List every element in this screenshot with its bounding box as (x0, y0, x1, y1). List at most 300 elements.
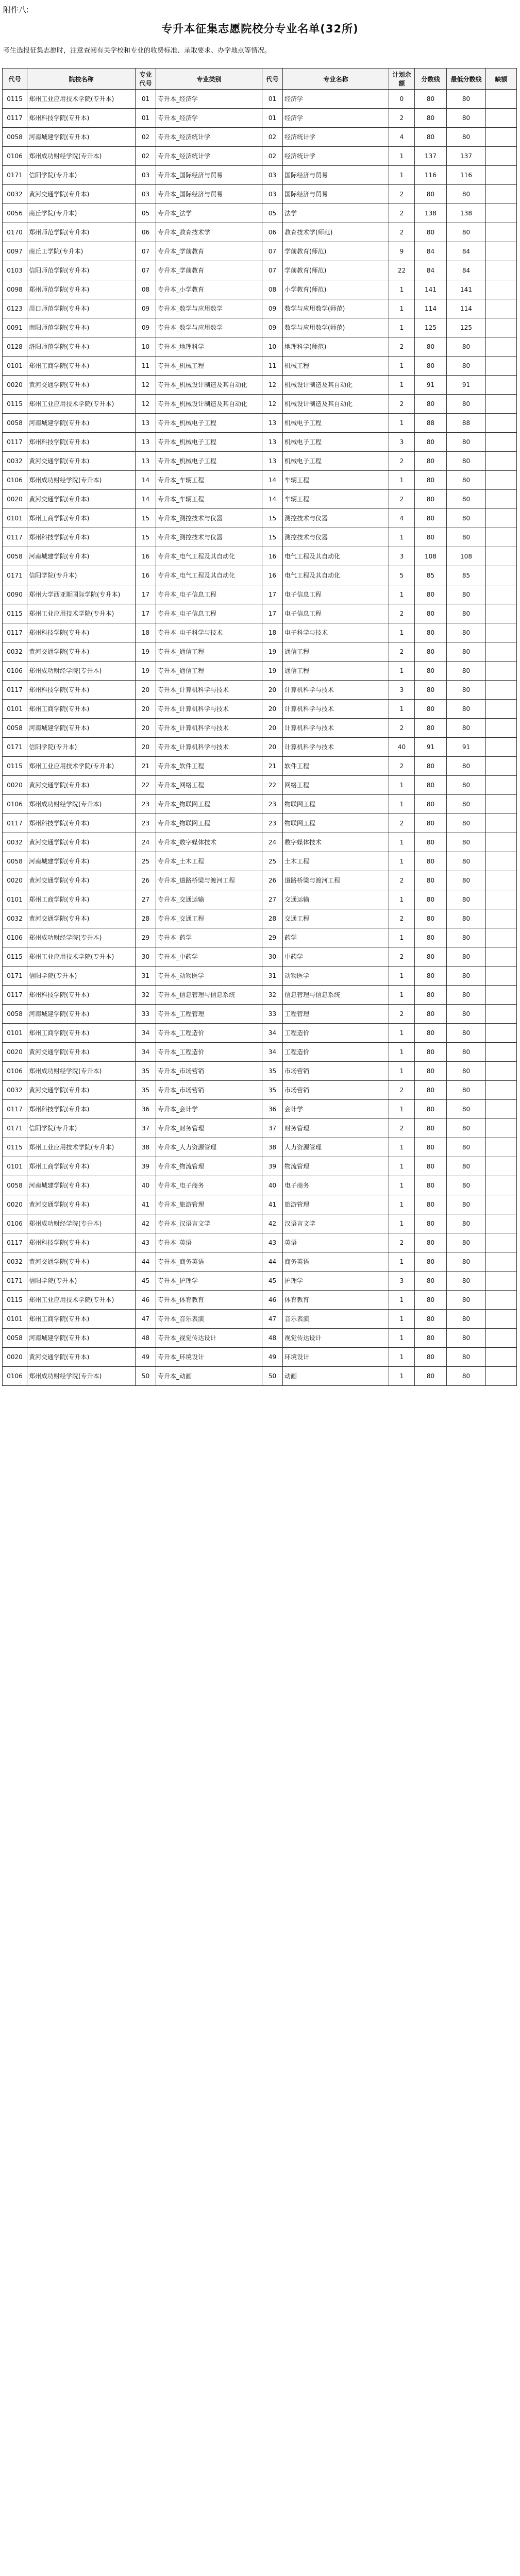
table-cell: 河南城建学院(专升本) (27, 128, 136, 147)
table-cell: 0032 (3, 452, 27, 471)
table-cell: 80 (415, 871, 447, 890)
table-cell: 物联网工程 (283, 795, 389, 814)
table-row (3, 185, 517, 204)
table-cell: 80 (447, 871, 486, 890)
table-cell: 1 (389, 795, 415, 814)
table-cell: 郑州成功财经学院(专升本) (27, 1367, 136, 1386)
table-row (3, 642, 517, 662)
table-row (3, 433, 517, 452)
table-row (3, 662, 517, 681)
table-cell: 80 (447, 795, 486, 814)
column-header: 最低分数线 (447, 69, 486, 90)
table-cell: 114 (447, 299, 486, 318)
table-cell: 专升本_工程造价 (156, 1043, 262, 1062)
table-cell: 3 (389, 1272, 415, 1291)
table-cell: 41 (262, 1195, 283, 1214)
table-cell: 数字媒体技术 (283, 833, 389, 852)
table-cell: 市场营销 (283, 1081, 389, 1100)
table-cell: 0117 (3, 433, 27, 452)
table-cell: 85 (415, 566, 447, 585)
table-row (3, 871, 517, 890)
table-cell: 2 (389, 814, 415, 833)
table-cell: 80 (447, 1119, 486, 1138)
table-cell: 50 (136, 1367, 156, 1386)
table-cell: 23 (136, 795, 156, 814)
table-cell: 80 (415, 986, 447, 1005)
table-cell: 郑州大学西亚斯国际学院(专升本) (27, 585, 136, 604)
table-cell: 小学教育(师范) (283, 280, 389, 299)
table-cell: 专升本_经济统计学 (156, 147, 262, 166)
table-cell: 80 (415, 1043, 447, 1062)
table-row (3, 566, 517, 585)
table-cell: 0117 (3, 986, 27, 1005)
table-cell: 计算机科学与技术 (283, 700, 389, 719)
table-cell (486, 986, 517, 1005)
table-cell: 80 (447, 833, 486, 852)
table-row (3, 1043, 517, 1062)
table-cell: 通信工程 (283, 642, 389, 662)
table-cell (486, 1157, 517, 1176)
table-cell: 物流管理 (283, 1157, 389, 1176)
table-cell: 0115 (3, 604, 27, 623)
table-cell (486, 1348, 517, 1367)
table-cell: 0058 (3, 414, 27, 433)
table-cell: 黄河交通学院(专升本) (27, 871, 136, 890)
table-cell: 0123 (3, 299, 27, 318)
table-cell: 黄河交通学院(专升本) (27, 1081, 136, 1100)
table-cell: 黄河交通学院(专升本) (27, 185, 136, 204)
table-cell (486, 1367, 517, 1386)
table-cell: 郑州科技学院(专升本) (27, 433, 136, 452)
table-cell: 07 (136, 242, 156, 261)
table-cell: 机械电子工程 (283, 433, 389, 452)
table-row (3, 986, 517, 1005)
table-cell: 80 (447, 1100, 486, 1119)
table-cell: 10 (262, 337, 283, 357)
table-cell: 47 (136, 1310, 156, 1329)
table-cell: 02 (136, 147, 156, 166)
table-row (3, 604, 517, 623)
table-cell: 17 (136, 604, 156, 623)
table-cell (486, 928, 517, 947)
table-cell: 80 (447, 681, 486, 700)
table-cell: 47 (262, 1310, 283, 1329)
table-cell: 15 (262, 509, 283, 528)
table-cell: 18 (262, 623, 283, 642)
table-cell: 07 (262, 242, 283, 261)
table-cell: 09 (262, 299, 283, 318)
table-cell: 专升本_英语 (156, 1233, 262, 1252)
table-cell: 1 (389, 833, 415, 852)
table-cell: 0020 (3, 376, 27, 395)
table-row (3, 928, 517, 947)
table-cell: 125 (447, 318, 486, 337)
table-cell: 0115 (3, 395, 27, 414)
table-cell: 1 (389, 318, 415, 337)
table-cell: 郑州工商学院(专升本) (27, 700, 136, 719)
table-cell: 13 (262, 452, 283, 471)
table-cell: 郑州成功财经学院(专升本) (27, 1062, 136, 1081)
table-cell: 14 (262, 471, 283, 490)
table-cell (486, 967, 517, 986)
table-cell: 网络工程 (283, 776, 389, 795)
table-cell: 0058 (3, 547, 27, 566)
table-cell: 138 (415, 204, 447, 223)
table-cell: 80 (415, 928, 447, 947)
table-cell: 专升本_数学与应用数学 (156, 299, 262, 318)
table-cell: 0171 (3, 166, 27, 185)
table-cell (486, 871, 517, 890)
table-cell: 14 (262, 490, 283, 509)
table-cell: 05 (262, 204, 283, 223)
table-cell: 专升本_机械设计制造及其自动化 (156, 376, 262, 395)
table-cell: 0058 (3, 1329, 27, 1348)
table-cell: 0117 (3, 109, 27, 128)
table-cell: 80 (447, 1348, 486, 1367)
table-cell: 80 (415, 337, 447, 357)
table-cell: 85 (447, 566, 486, 585)
table-row (3, 509, 517, 528)
table-cell: 0106 (3, 471, 27, 490)
table-cell: 01 (262, 109, 283, 128)
table-cell: 专升本_道路桥梁与渡河工程 (156, 871, 262, 890)
table-cell: 1 (389, 1367, 415, 1386)
table-cell: 0020 (3, 490, 27, 509)
table-cell (486, 1310, 517, 1329)
table-cell: 1 (389, 852, 415, 871)
table-cell: 2 (389, 1233, 415, 1252)
table-cell: 专升本_市场营销 (156, 1062, 262, 1081)
table-cell: 34 (136, 1024, 156, 1043)
table-cell: 0032 (3, 909, 27, 928)
table-cell: 2 (389, 1081, 415, 1100)
table-cell: 0106 (3, 795, 27, 814)
table-cell: 国际经济与贸易 (283, 185, 389, 204)
table-cell: 02 (262, 147, 283, 166)
table-cell: 34 (136, 1043, 156, 1062)
table-cell: 1 (389, 1157, 415, 1176)
table-cell: 0171 (3, 1272, 27, 1291)
table-cell: 14 (136, 490, 156, 509)
table-cell: 专升本_数字媒体技术 (156, 833, 262, 852)
table-row (3, 852, 517, 871)
table-cell: 郑州工商学院(专升本) (27, 1310, 136, 1329)
table-cell: 80 (447, 1310, 486, 1329)
table-cell: 专升本_机械设计制造及其自动化 (156, 395, 262, 414)
table-cell: 84 (447, 261, 486, 280)
table-cell: 10 (136, 337, 156, 357)
table-cell: 商务英语 (283, 1252, 389, 1272)
table-cell (486, 1214, 517, 1233)
table-cell (486, 909, 517, 928)
table-row (3, 261, 517, 280)
table-cell: 80 (447, 1291, 486, 1310)
table-cell: 20 (262, 681, 283, 700)
table-cell: 0115 (3, 1291, 27, 1310)
table-cell: 16 (262, 547, 283, 566)
table-cell: 专升本_中药学 (156, 947, 262, 967)
table-cell: 09 (136, 299, 156, 318)
table-cell: 80 (447, 604, 486, 623)
header-row (3, 69, 517, 90)
table-cell: 3 (389, 433, 415, 452)
table-cell: 80 (447, 395, 486, 414)
table-cell: 体育教育 (283, 1291, 389, 1310)
table-cell: 信阳学院(专升本) (27, 566, 136, 585)
table-cell: 16 (136, 566, 156, 585)
table-row (3, 623, 517, 642)
instruction-note: 考生选报征集志愿时，注意查阅有关学校和专业的收费标准、录取要求、办学地点等情况。 (3, 47, 272, 55)
table-row (3, 128, 517, 147)
table-cell: 汉语言文学 (283, 1214, 389, 1233)
table-cell: 80 (415, 1081, 447, 1100)
table-cell (486, 109, 517, 128)
table-cell: 34 (262, 1043, 283, 1062)
table-cell: 39 (136, 1157, 156, 1176)
table-cell: 23 (262, 814, 283, 833)
table-row (3, 1119, 517, 1138)
table-row (3, 490, 517, 509)
table-cell: 80 (415, 947, 447, 967)
table-cell: 80 (415, 700, 447, 719)
table-cell: 郑州工商学院(专升本) (27, 1024, 136, 1043)
table-cell: 信阳学院(专升本) (27, 1119, 136, 1138)
table-cell: 土木工程 (283, 852, 389, 871)
table-cell: 19 (136, 642, 156, 662)
table-cell (486, 128, 517, 147)
table-row (3, 795, 517, 814)
table-cell: 计算机科学与技术 (283, 719, 389, 738)
table-cell: 工程管理 (283, 1005, 389, 1024)
table-cell: 计算机科学与技术 (283, 738, 389, 757)
table-cell: 80 (447, 1367, 486, 1386)
table-cell: 06 (262, 223, 283, 242)
table-cell: 4 (389, 509, 415, 528)
table-cell: 1 (389, 700, 415, 719)
table-cell: 郑州工业应用技术学院(专升本) (27, 395, 136, 414)
table-cell: 1 (389, 166, 415, 185)
table-cell: 0101 (3, 1024, 27, 1043)
table-cell: 1 (389, 147, 415, 166)
table-cell: 专升本_机械工程 (156, 357, 262, 376)
table-cell: 专升本_物流管理 (156, 1157, 262, 1176)
table-cell: 1 (389, 928, 415, 947)
table-cell: 电子商务 (283, 1176, 389, 1195)
table-cell: 80 (415, 1348, 447, 1367)
table-cell: 09 (262, 318, 283, 337)
table-cell: 80 (447, 967, 486, 986)
table-cell (486, 318, 517, 337)
table-cell (486, 890, 517, 909)
table-cell: 49 (262, 1348, 283, 1367)
table-cell (486, 414, 517, 433)
table-cell: 80 (415, 1024, 447, 1043)
table-cell: 80 (447, 1157, 486, 1176)
table-cell: 80 (447, 128, 486, 147)
table-cell: 80 (415, 890, 447, 909)
table-cell: 0032 (3, 833, 27, 852)
table-cell: 20 (136, 738, 156, 757)
table-cell: 33 (136, 1005, 156, 1024)
table-cell: 28 (136, 909, 156, 928)
table-cell: 80 (415, 1214, 447, 1233)
table-cell: 专升本_汉语言文学 (156, 1214, 262, 1233)
table-cell: 郑州工业应用技术学院(专升本) (27, 1291, 136, 1310)
table-cell: 2 (389, 109, 415, 128)
table-cell: 郑州科技学院(专升本) (27, 109, 136, 128)
column-header: 专业代号 (136, 69, 156, 90)
table-row (3, 814, 517, 833)
table-cell: 专升本_药学 (156, 928, 262, 947)
table-row (3, 147, 517, 166)
table-cell: 郑州科技学院(专升本) (27, 986, 136, 1005)
table-cell: 80 (415, 509, 447, 528)
table-cell: 0115 (3, 1138, 27, 1157)
table-cell: 1 (389, 1024, 415, 1043)
table-cell: 经济学 (283, 109, 389, 128)
column-header: 计划余额 (389, 69, 415, 90)
table-cell: 专升本_法学 (156, 204, 262, 223)
table-cell: 洛阳师范学院(专升本) (27, 337, 136, 357)
table-cell: 80 (447, 585, 486, 604)
table-cell: 郑州工业应用技术学院(专升本) (27, 1138, 136, 1157)
table-cell: 专升本_信息管理与信息系统 (156, 986, 262, 1005)
table-cell: 35 (136, 1081, 156, 1100)
table-cell: 2 (389, 604, 415, 623)
table-cell: 2 (389, 1005, 415, 1024)
table-cell: 郑州科技学院(专升本) (27, 623, 136, 642)
table-cell: 20 (262, 719, 283, 738)
table-cell: 26 (262, 871, 283, 890)
table-cell: 0103 (3, 261, 27, 280)
table-cell: 80 (447, 509, 486, 528)
table-cell: 12 (136, 395, 156, 414)
table-cell: 46 (136, 1291, 156, 1310)
table-cell: 1 (389, 528, 415, 547)
table-cell: 1 (389, 376, 415, 395)
table-cell: 15 (262, 528, 283, 547)
table-cell: 43 (262, 1233, 283, 1252)
table-cell: 91 (447, 738, 486, 757)
table-cell: 专升本_人力资源管理 (156, 1138, 262, 1157)
table-cell: 40 (136, 1176, 156, 1195)
table-cell: 80 (415, 852, 447, 871)
table-cell: 32 (262, 986, 283, 1005)
table-cell: 80 (447, 1272, 486, 1291)
table-cell: 80 (447, 185, 486, 204)
table-cell: 专升本_软件工程 (156, 757, 262, 776)
table-cell: 80 (447, 814, 486, 833)
table-cell: 15 (136, 528, 156, 547)
table-row (3, 337, 517, 357)
table-cell: 02 (262, 128, 283, 147)
table-cell: 专升本_电子科学与技术 (156, 623, 262, 642)
table-cell: 80 (447, 337, 486, 357)
table-cell: 音乐表演 (283, 1310, 389, 1329)
table-cell: 80 (447, 909, 486, 928)
table-cell: 80 (415, 1310, 447, 1329)
table-cell: 138 (447, 204, 486, 223)
table-cell: 80 (447, 1005, 486, 1024)
table-cell: 1 (389, 357, 415, 376)
table-cell: 80 (447, 1233, 486, 1252)
table-cell: 1 (389, 890, 415, 909)
table-cell: 01 (136, 109, 156, 128)
table-cell: 48 (262, 1329, 283, 1348)
table-row (3, 299, 517, 318)
table-cell: 35 (262, 1062, 283, 1081)
table-cell: 商丘工学院(专升本) (27, 242, 136, 261)
table-cell: 专升本_国际经济与贸易 (156, 185, 262, 204)
table-cell (486, 1081, 517, 1100)
table-cell: 80 (415, 1100, 447, 1119)
table-cell: 0171 (3, 967, 27, 986)
table-cell: 0058 (3, 1176, 27, 1195)
table-cell: 0058 (3, 128, 27, 147)
table-cell: 专升本_学前教育 (156, 242, 262, 261)
table-cell: 84 (447, 242, 486, 261)
table-cell: 人力资源管理 (283, 1138, 389, 1157)
table-cell: 01 (136, 90, 156, 109)
table-cell: 80 (415, 128, 447, 147)
table-cell: 药学 (283, 928, 389, 947)
table-cell: 2 (389, 395, 415, 414)
table-cell: 19 (136, 662, 156, 681)
table-cell: 郑州工业应用技术学院(专升本) (27, 757, 136, 776)
table-cell: 12 (262, 376, 283, 395)
table-cell: 80 (415, 490, 447, 509)
table-cell: 专升本_通信工程 (156, 662, 262, 681)
table-cell: 黄河交通学院(专升本) (27, 1043, 136, 1062)
table-cell (486, 1176, 517, 1195)
table-row (3, 452, 517, 471)
table-cell: 137 (415, 147, 447, 166)
table-cell: 1 (389, 776, 415, 795)
table-cell: 物联网工程 (283, 814, 389, 833)
table-cell: 80 (415, 1252, 447, 1272)
table-cell: 21 (262, 757, 283, 776)
table-cell: 1 (389, 986, 415, 1005)
table-cell: 41 (136, 1195, 156, 1214)
table-cell: 专升本_机械电子工程 (156, 452, 262, 471)
table-cell: 专升本_会计学 (156, 1100, 262, 1119)
table-cell: 80 (415, 795, 447, 814)
table-cell: 郑州科技学院(专升本) (27, 1233, 136, 1252)
table-cell: 信阳学院(专升本) (27, 166, 136, 185)
table-cell: 42 (136, 1214, 156, 1233)
table-cell: 80 (447, 471, 486, 490)
table-row (3, 1176, 517, 1195)
table-cell: 5 (389, 566, 415, 585)
table-cell: 专升本_电子信息工程 (156, 604, 262, 623)
table-cell: 32 (136, 986, 156, 1005)
table-cell: 0020 (3, 1195, 27, 1214)
table-row (3, 719, 517, 738)
table-cell: 河南城建学院(专升本) (27, 852, 136, 871)
table-cell: 116 (415, 166, 447, 185)
table-cell: 经济统计学 (283, 128, 389, 147)
table-cell: 机械电子工程 (283, 452, 389, 471)
table-cell: 交通工程 (283, 909, 389, 928)
table-cell (486, 1024, 517, 1043)
table-cell: 旅游管理 (283, 1195, 389, 1214)
enrollment-table (2, 68, 517, 1386)
table-cell: 141 (447, 280, 486, 299)
page-title: 专升本征集志愿院校分专业名单(32所) (161, 23, 359, 35)
table-cell: 80 (415, 185, 447, 204)
table-cell: 专升本_动画 (156, 1367, 262, 1386)
table-cell: 80 (415, 1062, 447, 1081)
